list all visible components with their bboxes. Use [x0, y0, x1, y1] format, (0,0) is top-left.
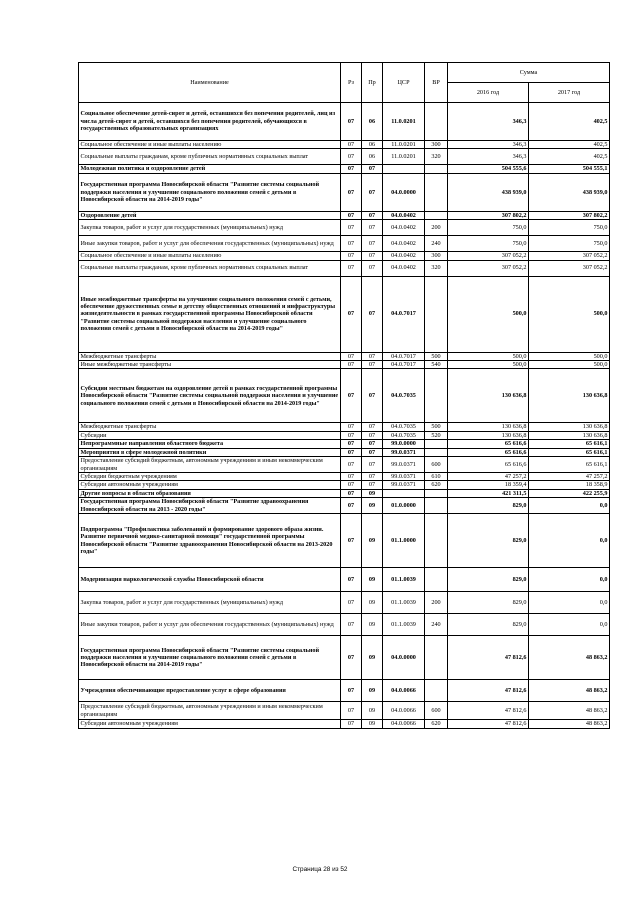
cell-rz: 07 — [341, 252, 362, 260]
table-row — [79, 423, 610, 431]
table-row — [79, 514, 610, 568]
cell-csr: 01.1.0039 — [383, 614, 425, 636]
cell-rz: 07 — [341, 448, 362, 456]
cell-pr: 07 — [362, 165, 383, 173]
cell-rz: 07 — [341, 103, 362, 141]
cell-pr: 09 — [362, 720, 383, 728]
cell-pr: 07 — [362, 361, 383, 369]
cell-pr: 07 — [362, 276, 383, 352]
cell-pr: 06 — [362, 141, 383, 149]
cell-sum-2017: 65 616,1 — [529, 440, 610, 448]
cell-pr: 09 — [362, 489, 383, 497]
cell-name: Учреждения обеспечивающие предоставление услуг в сфере образования — [79, 680, 341, 702]
cell-vr: 620 — [425, 481, 448, 489]
cell-rz: 07 — [341, 236, 362, 252]
cell-name: Социальные выплаты гражданам, кроме публичных нормативных социальных выплат — [79, 149, 341, 165]
cell-sum-2016: 346,3 — [448, 141, 529, 149]
cell-sum-2017: 500,0 — [529, 361, 610, 369]
header-name: Наименование — [79, 63, 341, 103]
cell-pr: 07 — [362, 440, 383, 448]
cell-name: Субсидии автономным учреждениям — [79, 720, 341, 728]
table-row — [79, 220, 610, 236]
cell-pr: 07 — [362, 173, 383, 211]
table-row — [79, 149, 610, 165]
cell-name: Предоставление субсидий бюджетным, автономным учреждениям и иным некоммерческим организациям — [79, 457, 341, 473]
cell-sum-2017: 504 555,1 — [529, 165, 610, 173]
cell-vr — [425, 173, 448, 211]
table-row — [79, 680, 610, 702]
cell-csr — [383, 489, 425, 497]
cell-name: Социальное обеспечение детей-сирот и детей, оставшихся без попечения родителей, лиц из числа детей-сирот и детей, оставшихся без попечения родителей, обучающихся в государственных образовательных организациях — [79, 103, 341, 141]
cell-sum-2017: 65 616,1 — [529, 448, 610, 456]
table-row — [79, 260, 610, 276]
table-row — [79, 614, 610, 636]
cell-name: Социальное обеспечение и иные выплаты населению — [79, 252, 341, 260]
cell-rz: 07 — [341, 173, 362, 211]
cell-sum-2016: 47 812,6 — [448, 702, 529, 720]
cell-csr: 01.1.0039 — [383, 592, 425, 614]
cell-csr: 04.0.0402 — [383, 260, 425, 276]
cell-sum-2017: 402,5 — [529, 103, 610, 141]
cell-sum-2016: 750,0 — [448, 236, 529, 252]
header-csr: ЦСР — [383, 63, 425, 103]
header-year-2016: 2016 год — [448, 83, 529, 103]
cell-sum-2016: 47 812,6 — [448, 720, 529, 728]
table-row — [79, 498, 610, 514]
cell-name: Социальные выплаты гражданам, кроме публичных нормативных социальных выплат — [79, 260, 341, 276]
cell-csr: 99.0.0371 — [383, 457, 425, 473]
cell-rz: 07 — [341, 481, 362, 489]
header-pr: Пр — [362, 63, 383, 103]
cell-vr: 240 — [425, 614, 448, 636]
cell-rz: 07 — [341, 498, 362, 514]
cell-csr: 04.0.7017 — [383, 361, 425, 369]
cell-csr: 04.0.0066 — [383, 720, 425, 728]
cell-pr: 09 — [362, 498, 383, 514]
table-row — [79, 431, 610, 439]
table-row — [79, 481, 610, 489]
cell-vr: 500 — [425, 352, 448, 360]
cell-pr: 09 — [362, 636, 383, 680]
cell-sum-2016: 130 636,8 — [448, 369, 529, 423]
cell-sum-2017: 307 052,2 — [529, 252, 610, 260]
table-row — [79, 165, 610, 173]
cell-csr: 04.0.7035 — [383, 369, 425, 423]
cell-sum-2017: 0,0 — [529, 592, 610, 614]
table-row — [79, 141, 610, 149]
cell-rz: 07 — [341, 440, 362, 448]
cell-sum-2017: 500,0 — [529, 276, 610, 352]
cell-pr: 07 — [362, 220, 383, 236]
cell-name: Закупка товаров, работ и услуг для государственных (муниципальных) нужд — [79, 220, 341, 236]
cell-pr: 07 — [362, 236, 383, 252]
table-row — [79, 473, 610, 481]
cell-rz: 07 — [341, 489, 362, 497]
cell-sum-2017: 0,0 — [529, 614, 610, 636]
cell-sum-2016: 307 802,2 — [448, 211, 529, 219]
cell-csr: 99.0.0371 — [383, 473, 425, 481]
cell-name: Непрограммные направления областного бюджета — [79, 440, 341, 448]
cell-sum-2017: 0,0 — [529, 568, 610, 592]
cell-sum-2016: 504 555,6 — [448, 165, 529, 173]
cell-vr: 620 — [425, 720, 448, 728]
cell-sum-2017: 0,0 — [529, 514, 610, 568]
cell-rz: 07 — [341, 369, 362, 423]
cell-name: Другие вопросы в области образования — [79, 489, 341, 497]
table-row — [79, 276, 610, 352]
cell-sum-2017: 402,5 — [529, 149, 610, 165]
cell-sum-2017: 500,0 — [529, 352, 610, 360]
cell-vr — [425, 440, 448, 448]
cell-name: Социальное обеспечение и иные выплаты населению — [79, 141, 341, 149]
cell-sum-2016: 307 052,2 — [448, 252, 529, 260]
cell-sum-2016: 346,3 — [448, 103, 529, 141]
budget-table — [78, 62, 610, 729]
cell-pr: 07 — [362, 481, 383, 489]
cell-sum-2017: 307 052,2 — [529, 260, 610, 276]
cell-csr: 04.0.0000 — [383, 173, 425, 211]
cell-sum-2016: 500,0 — [448, 361, 529, 369]
table-row — [79, 568, 610, 592]
cell-pr: 09 — [362, 592, 383, 614]
table-row — [79, 252, 610, 260]
header-vr: ВР — [425, 63, 448, 103]
cell-pr: 09 — [362, 614, 383, 636]
cell-vr — [425, 448, 448, 456]
cell-pr: 07 — [362, 431, 383, 439]
cell-csr: 04.0.7035 — [383, 423, 425, 431]
cell-sum-2016: 65 616,6 — [448, 448, 529, 456]
cell-sum-2016: 130 636,8 — [448, 423, 529, 431]
table-row — [79, 173, 610, 211]
cell-sum-2017: 750,0 — [529, 236, 610, 252]
cell-rz: 07 — [341, 702, 362, 720]
cell-name: Субсидии автономным учреждениям — [79, 481, 341, 489]
cell-sum-2016: 829,0 — [448, 568, 529, 592]
cell-name: Молодежная политика и оздоровление детей — [79, 165, 341, 173]
table-row — [79, 720, 610, 728]
cell-csr: 99.0.0371 — [383, 481, 425, 489]
cell-csr: 04.0.0066 — [383, 702, 425, 720]
cell-sum-2017: 65 616,1 — [529, 457, 610, 473]
cell-sum-2017: 47 257,2 — [529, 473, 610, 481]
cell-rz: 07 — [341, 220, 362, 236]
cell-sum-2016: 421 311,5 — [448, 489, 529, 497]
cell-sum-2017: 438 939,0 — [529, 173, 610, 211]
cell-csr: 01.0.0000 — [383, 498, 425, 514]
cell-pr: 09 — [362, 514, 383, 568]
cell-pr: 07 — [362, 260, 383, 276]
cell-csr: 04.0.7017 — [383, 352, 425, 360]
cell-sum-2017: 750,0 — [529, 220, 610, 236]
cell-pr: 07 — [362, 473, 383, 481]
cell-csr: 11.0.0201 — [383, 141, 425, 149]
table-row — [79, 103, 610, 141]
cell-csr: 04.0.0402 — [383, 211, 425, 219]
cell-sum-2016: 500,0 — [448, 352, 529, 360]
cell-csr: 04.0.7017 — [383, 276, 425, 352]
cell-sum-2016: 750,0 — [448, 220, 529, 236]
cell-pr: 07 — [362, 423, 383, 431]
cell-rz: 07 — [341, 276, 362, 352]
cell-name: Субсидии — [79, 431, 341, 439]
cell-name: Субсидии местным бюджетам на оздоровление детей в рамках государственной программы Новосибирской области "Развитие системы социальной поддержки населения и улучшение социального положения семей с детьми в Новосибирской области на 2014-2019 годы" — [79, 369, 341, 423]
cell-name: Межбюджетные трансферты — [79, 423, 341, 431]
cell-vr: 320 — [425, 260, 448, 276]
cell-rz: 07 — [341, 149, 362, 165]
table-row — [79, 211, 610, 219]
cell-rz: 07 — [341, 636, 362, 680]
cell-csr: 04.0.0402 — [383, 236, 425, 252]
cell-vr: 540 — [425, 361, 448, 369]
cell-vr — [425, 165, 448, 173]
cell-name: Модернизация наркологической службы Новосибирской области — [79, 568, 341, 592]
cell-rz: 07 — [341, 720, 362, 728]
table-row — [79, 361, 610, 369]
table-header — [79, 63, 610, 103]
table-row — [79, 369, 610, 423]
cell-sum-2016: 500,0 — [448, 276, 529, 352]
cell-rz: 07 — [341, 260, 362, 276]
cell-csr: 01.1.0000 — [383, 514, 425, 568]
cell-name: Иные межбюджетные трансферты на улучшение социального положения семей с детьми, обеспечение дружественных семье и детству общественных отношений и инфраструктуры жизнедеятельности в рамках государственной программы Новосибирской области "Развитие системы социальной поддержки населения и улучшение социального положения семей с детьми в Новосибирской области на 2014-2019 годы" — [79, 276, 341, 352]
cell-name: Иные закупки товаров, работ и услуг для обеспечения государственных (муниципальных) нужд — [79, 236, 341, 252]
cell-vr — [425, 498, 448, 514]
cell-vr — [425, 369, 448, 423]
cell-vr: 300 — [425, 252, 448, 260]
cell-name: Оздоровление детей — [79, 211, 341, 219]
cell-sum-2016: 47 812,6 — [448, 636, 529, 680]
cell-csr: 04.0.0066 — [383, 680, 425, 702]
cell-csr: 04.0.0000 — [383, 636, 425, 680]
cell-rz: 07 — [341, 592, 362, 614]
cell-rz: 07 — [341, 423, 362, 431]
cell-pr: 09 — [362, 702, 383, 720]
cell-vr — [425, 680, 448, 702]
cell-name: Государственная программа Новосибирской области "Развитие здравоохранения Новосибирской области на 2013 - 2020 годы" — [79, 498, 341, 514]
cell-rz: 07 — [341, 165, 362, 173]
cell-pr: 09 — [362, 680, 383, 702]
cell-sum-2016: 438 939,0 — [448, 173, 529, 211]
table-row — [79, 440, 610, 448]
cell-rz: 07 — [341, 431, 362, 439]
cell-pr: 06 — [362, 103, 383, 141]
cell-vr: 200 — [425, 220, 448, 236]
header-sum: Сумма — [448, 63, 610, 83]
cell-sum-2017: 0,0 — [529, 498, 610, 514]
cell-sum-2016: 829,0 — [448, 614, 529, 636]
cell-sum-2017: 48 863,2 — [529, 702, 610, 720]
cell-csr: 99.0.0371 — [383, 448, 425, 456]
cell-name: Подпрограмма "Профилактика заболеваний и формирование здорового образа жизни. Развитие первичной медико-санитарной помощи" государственной программы Новосибирской области "Развитие здравоохранения Новосибирской области на 2013-2020 годы" — [79, 514, 341, 568]
cell-sum-2017: 307 802,2 — [529, 211, 610, 219]
cell-vr: 320 — [425, 149, 448, 165]
cell-sum-2016: 18 359,4 — [448, 481, 529, 489]
cell-vr: 500 — [425, 423, 448, 431]
cell-sum-2017: 130 636,8 — [529, 369, 610, 423]
cell-sum-2017: 48 863,2 — [529, 720, 610, 728]
cell-csr — [383, 165, 425, 173]
cell-sum-2016: 307 052,2 — [448, 260, 529, 276]
header-year-2017: 2017 год — [529, 83, 610, 103]
cell-pr: 09 — [362, 568, 383, 592]
cell-pr: 06 — [362, 149, 383, 165]
cell-name: Государственная программа Новосибирской области "Развитие системы социальной поддержки населения и улучшение социального положения семей с детьми в Новосибирской области на 2014-2019 годы" — [79, 173, 341, 211]
cell-pr: 07 — [362, 369, 383, 423]
cell-sum-2017: 402,5 — [529, 141, 610, 149]
cell-pr: 07 — [362, 211, 383, 219]
cell-name: Предоставление субсидий бюджетным, автономным учреждениям и иным некоммерческим организациям — [79, 702, 341, 720]
cell-sum-2016: 47 257,2 — [448, 473, 529, 481]
cell-rz: 07 — [341, 514, 362, 568]
cell-sum-2017: 422 255,9 — [529, 489, 610, 497]
table-row — [79, 457, 610, 473]
cell-pr: 07 — [362, 457, 383, 473]
cell-sum-2017: 130 636,8 — [529, 431, 610, 439]
cell-sum-2016: 65 616,6 — [448, 440, 529, 448]
cell-name: Межбюджетные трансферты — [79, 352, 341, 360]
cell-vr: 240 — [425, 236, 448, 252]
cell-csr: 01.1.0039 — [383, 568, 425, 592]
cell-rz: 07 — [341, 680, 362, 702]
cell-sum-2016: 65 616,6 — [448, 457, 529, 473]
cell-rz: 07 — [341, 614, 362, 636]
cell-rz: 07 — [341, 141, 362, 149]
cell-csr: 11.0.0201 — [383, 103, 425, 141]
cell-vr: 610 — [425, 473, 448, 481]
cell-name: Субсидии бюджетным учреждениям — [79, 473, 341, 481]
page-number: Страница 28 из 52 — [292, 866, 348, 873]
table-row — [79, 236, 610, 252]
cell-vr: 600 — [425, 702, 448, 720]
table-row — [79, 489, 610, 497]
cell-sum-2016: 47 812,6 — [448, 680, 529, 702]
cell-vr: 300 — [425, 141, 448, 149]
cell-pr: 07 — [362, 252, 383, 260]
cell-vr — [425, 636, 448, 680]
cell-name: Закупка товаров, работ и услуг для государственных (муниципальных) нужд — [79, 592, 341, 614]
cell-vr — [425, 489, 448, 497]
cell-csr: 04.0.7035 — [383, 431, 425, 439]
cell-csr: 11.0.0201 — [383, 149, 425, 165]
cell-pr: 07 — [362, 448, 383, 456]
cell-vr — [425, 211, 448, 219]
table-row — [79, 636, 610, 680]
cell-sum-2016: 130 636,8 — [448, 431, 529, 439]
cell-rz: 07 — [341, 457, 362, 473]
table-body — [79, 103, 610, 729]
cell-csr: 04.0.0402 — [383, 220, 425, 236]
cell-vr — [425, 276, 448, 352]
table-row — [79, 702, 610, 720]
cell-rz: 07 — [341, 473, 362, 481]
cell-rz: 07 — [341, 361, 362, 369]
header-rz: Рз — [341, 63, 362, 103]
table-row — [79, 448, 610, 456]
cell-sum-2017: 18 358,9 — [529, 481, 610, 489]
cell-sum-2016: 829,0 — [448, 498, 529, 514]
cell-vr — [425, 568, 448, 592]
cell-sum-2017: 130 636,8 — [529, 423, 610, 431]
cell-rz: 07 — [341, 211, 362, 219]
cell-name: Мероприятия в сфере молодежной политики — [79, 448, 341, 456]
cell-sum-2016: 346,3 — [448, 149, 529, 165]
cell-sum-2017: 48 863,2 — [529, 636, 610, 680]
cell-csr: 99.0.0000 — [383, 440, 425, 448]
table-row — [79, 352, 610, 360]
cell-vr: 600 — [425, 457, 448, 473]
cell-sum-2017: 48 863,2 — [529, 680, 610, 702]
cell-vr — [425, 514, 448, 568]
cell-sum-2016: 829,0 — [448, 592, 529, 614]
table-row — [79, 592, 610, 614]
cell-name: Государственная программа Новосибирской области "Развитие системы социальной поддержки населения и улучшение социального положения семей с детьми в Новосибирской области на 2014-2019 годы" — [79, 636, 341, 680]
cell-sum-2016: 829,0 — [448, 514, 529, 568]
cell-csr: 04.0.0402 — [383, 252, 425, 260]
cell-rz: 07 — [341, 352, 362, 360]
cell-vr: 200 — [425, 592, 448, 614]
cell-rz: 07 — [341, 568, 362, 592]
cell-vr — [425, 103, 448, 141]
cell-vr: 520 — [425, 431, 448, 439]
cell-pr: 07 — [362, 352, 383, 360]
cell-name: Иные межбюджетные трансферты — [79, 361, 341, 369]
cell-name: Иные закупки товаров, работ и услуг для обеспечения государственных (муниципальных) нужд — [79, 614, 341, 636]
